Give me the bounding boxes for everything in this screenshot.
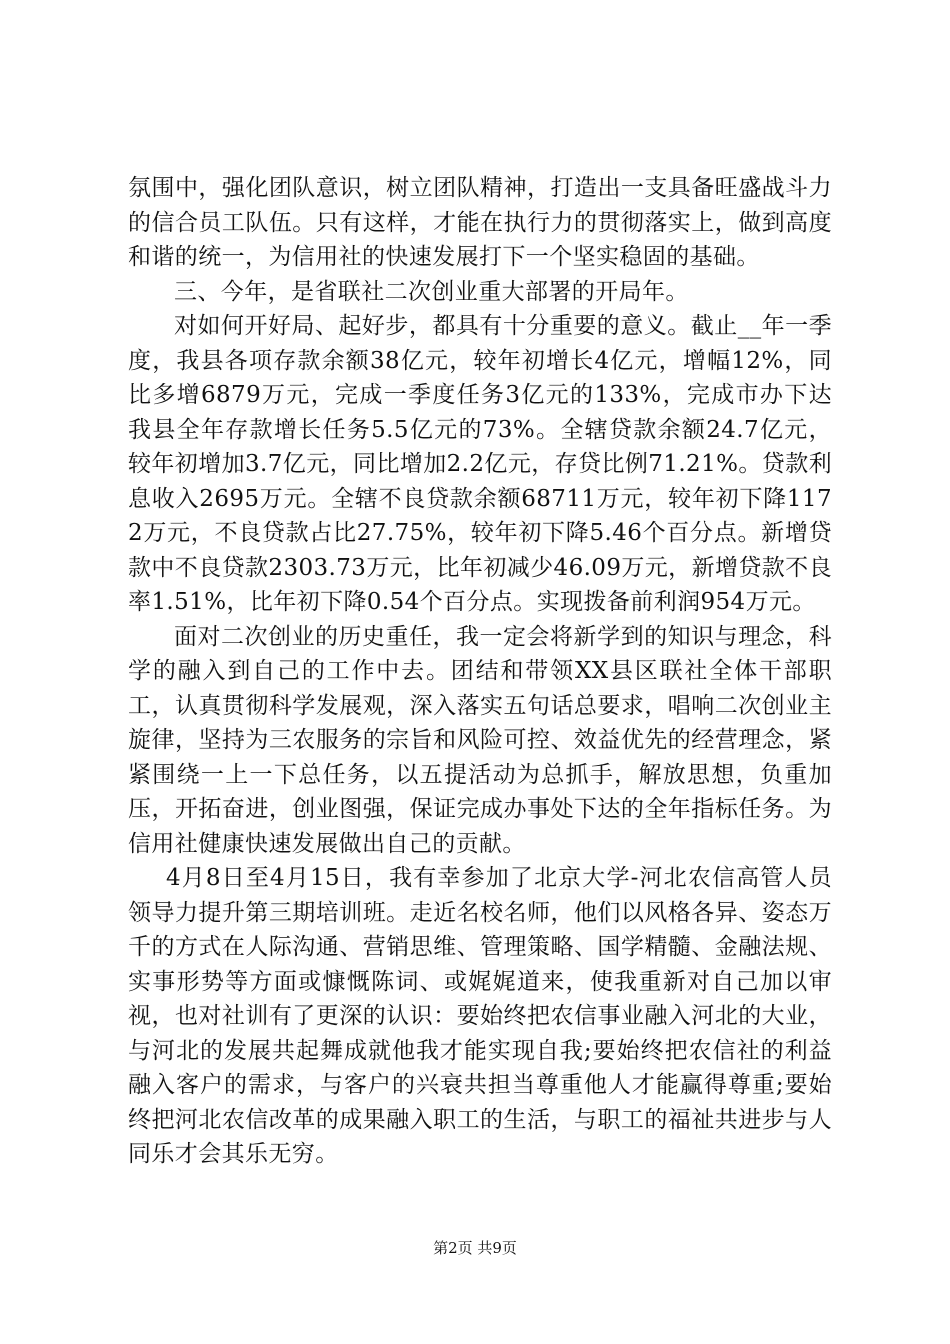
paragraph-heading-three: 三、今年，是省联社二次创业重大部署的开局年。 bbox=[174, 278, 689, 305]
paragraph-commitment: 面对二次创业的历史重任，我一定会将新学到的知识与理念，科学的融入到自己的工作中去。团结和带领XX县区联社全体干部职工，认真贯彻科学发展观，深入落实五句话总要求，唱响二次创业主旋律，坚持为三农服务的宗旨和风险可控、效益优先的经营理念，紧紧围绕一上一下总任务，以五提活动为总抓手，解放思想，负重加压，开拓奋进，创业图强，保证完成办事处下达的全年指标任务。为信用社健康快速发展做出自己的贡献。 bbox=[128, 623, 832, 857]
paragraph-team-spirit: 氛围中，强化团队意识，树立团队精神，打造出一支具备旺盛战斗力的信合员工队伍。只有这样，才能在执行力的贯彻落实上，做到高度和谐的统一，为信用社的快速发展打下一个坚实稳固的基础。 bbox=[128, 175, 832, 270]
page-number-footer: 第2页 共9页 bbox=[433, 1239, 517, 1257]
paragraph-statistics: 对如何开好局、起好步，都具有十分重要的意义。截止__年一季度，我县各项存款余额38亿元，较年初增长4亿元，增幅12%，同比多增6879万元，完成一季度任务3亿元的133%，完成市办下达我县全年存款增长任务5.5亿元的73%。全辖贷款余额24.7亿元，较年初增加3.7亿元，同比增加2.2亿元，存贷比例71.21%。贷款利息收入2695万元。全辖不良贷款余额68711万元，较年初下降1172万元，不良贷款占比27.75%，较年初下降5.46个百分点。新增贷款中不良贷款2303.73万元，比年初减少46.09万元，新增贷款不良率1.51%，比年初下降0.54个百分点。实现拨备前利润954万元。 bbox=[128, 313, 832, 615]
document-body bbox=[128, 171, 832, 1172]
paragraph-training: 4月8日至4月15日，我有幸参加了北京大学-河北农信高管人员领导力提升第三期培训班。走近名校名师，他们以风格各异、姿态万千的方式在人际沟通、营销思维、管理策略、国学精髓、金融法规、实事形势等方面或慷慨陈词、或娓娓道来，使我重新对自己加以审视，也对社训有了更深的认识：要始终把农信事业融入河北的大业，与河北的发展共起舞成就他我才能实现自我;要始终把农信社的利益融入客户的需求，与客户的兴衰共担当尊重他人才能赢得尊重;要始终把河北农信改革的成果融入职工的生活，与职工的福祉共进步与人同乐才会其乐无穷。 bbox=[128, 865, 832, 1167]
